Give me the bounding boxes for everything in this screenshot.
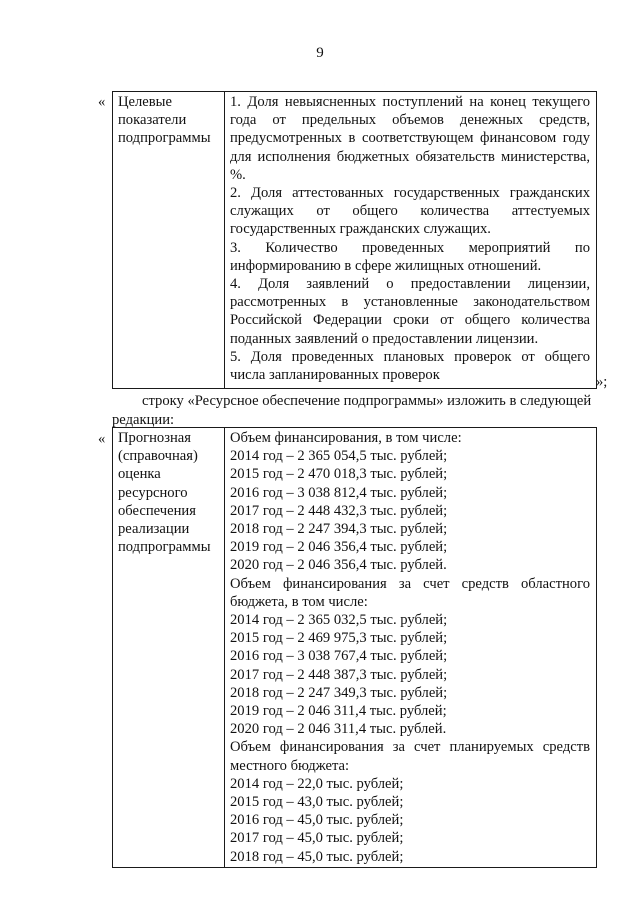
funding-year-line: 2014 год – 22,0 тыс. рублей; xyxy=(230,775,404,792)
funding-year-line: 2014 год – 2 365 032,5 тыс. рублей; xyxy=(230,612,448,629)
funding-year-line: 2018 год – 2 247 349,3 тыс. рублей; xyxy=(230,684,448,701)
targets-label-line: подпрограммы xyxy=(118,130,211,147)
resources-label-line: подпрограммы xyxy=(118,539,211,556)
targets-label-line: показатели xyxy=(118,112,187,129)
funding-year-line: 2015 год – 2 470 018,3 тыс. рублей; xyxy=(230,466,448,483)
page-number: 9 xyxy=(316,45,324,61)
target-item: 4. Доля заявлений о предоставлении лицензии, рассмотренных в установленные законодательством Российской Федерации сроки от общего количества поданных заявлений о предоставлении лицензии. xyxy=(230,276,590,347)
closing-quote: »; xyxy=(596,374,608,390)
funding-year-line: 2016 год – 3 038 767,4 тыс. рублей; xyxy=(230,648,448,665)
funding-year-line: 2017 год – 45,0 тыс. рублей; xyxy=(230,830,404,847)
resources-label-line: (справочная) xyxy=(118,448,198,465)
targets-label-line: Целевые xyxy=(118,94,172,110)
target-item: 5. Доля проведенных плановых проверок от общего числа запланированных проверок xyxy=(230,348,590,384)
funding-year-line: 2015 год – 43,0 тыс. рублей; xyxy=(230,794,404,811)
funding-year-line: 2016 год – 45,0 тыс. рублей; xyxy=(230,812,404,829)
instruction-line-1: строку «Ресурсное обеспечение подпрограммы» изложить в следующей xyxy=(142,393,592,409)
funding-year-line: 2019 год – 2 046 311,4 тыс. рублей; xyxy=(230,703,447,720)
targets-table xyxy=(112,91,597,389)
funding-year-line: 2014 год – 2 365 054,5 тыс. рублей; xyxy=(230,448,448,465)
resources-label-line: оценка xyxy=(118,466,161,483)
targets-label-cell xyxy=(113,92,225,389)
resources-label-line: обеспечения xyxy=(118,502,196,519)
target-item: 3. Количество проведенных мероприятий по информированию в сфере жилищных отношений. xyxy=(230,239,590,274)
funding-year-line: 2018 год – 2 247 394,3 тыс. рублей; xyxy=(230,521,448,538)
targets-content-cell xyxy=(225,92,597,389)
resources-label-line: реализации xyxy=(118,521,190,538)
local-funding-heading: Объем финансирования за счет планируемых средств местного бюджета: xyxy=(230,739,590,774)
funding-year-line: 2018 год – 45,0 тыс. рублей; xyxy=(230,848,404,865)
instruction-line-2: редакции: xyxy=(112,412,175,428)
funding-year-line: 2017 год – 2 448 432,3 тыс. рублей; xyxy=(230,502,448,519)
funding-year-line: 2017 год – 2 448 387,3 тыс. рублей; xyxy=(230,666,448,683)
funding-year-line: 2015 год – 2 469 975,3 тыс. рублей; xyxy=(230,630,448,647)
funding-year-line: 2019 год – 2 046 356,4 тыс. рублей; xyxy=(230,539,448,556)
target-item: 2. Доля аттестованных государственных гражданских служащих от общего количества аттестуемых государственных гражданских служащих. xyxy=(230,185,590,238)
open-quote-2: « xyxy=(98,431,106,447)
resources-label-cell xyxy=(113,428,225,868)
resources-content-cell xyxy=(225,428,597,868)
funding-year-line: 2016 год – 3 038 812,4 тыс. рублей; xyxy=(230,484,448,501)
resources-label-line: ресурсного xyxy=(118,484,188,501)
total-funding-heading: Объем финансирования, в том числе: xyxy=(230,430,462,446)
funding-year-line: 2020 год – 2 046 311,4 тыс. рублей. xyxy=(230,721,447,738)
open-quote-1: « xyxy=(98,94,106,110)
resources-label-line: Прогнозная xyxy=(118,430,191,446)
target-item: 1. Доля невыясненных поступлений на конец текущего года от предельных объемов денежных средств, предусмотренных в соответствующем финансовом году для исполнения бюджетных обязательств министерства, %. xyxy=(230,94,590,183)
funding-year-line: 2020 год – 2 046 356,4 тыс. рублей. xyxy=(230,557,447,574)
regional-funding-heading: Объем финансирования за счет средств областного бюджета, в том числе: xyxy=(230,575,590,610)
resources-table xyxy=(112,427,597,868)
